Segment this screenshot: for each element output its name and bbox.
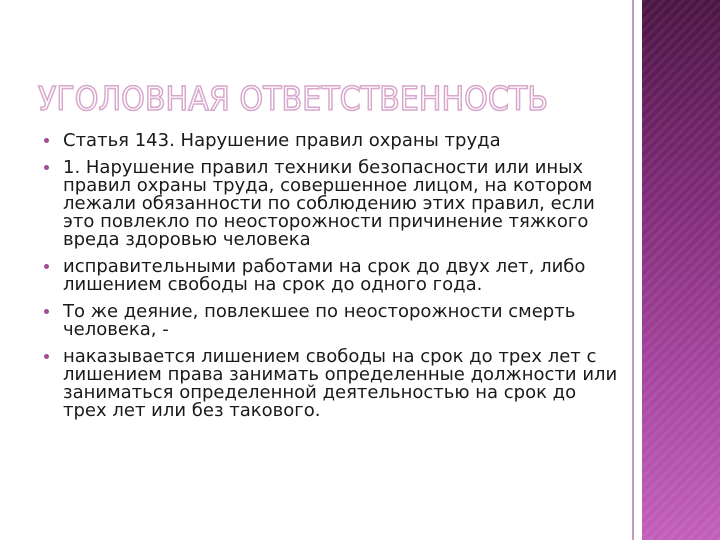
sidebar-divider xyxy=(632,0,634,540)
bullet-text: То же деяние, повлекшее по неосторожности смерть человека, - xyxy=(63,301,576,340)
bullet-item xyxy=(44,303,624,339)
bullet-item xyxy=(44,258,624,294)
bullet-text: наказывается лишением свободы на срок до трех лет с лишением права занимать определенные должности или заниматься определенной деятельностью на срок до трех лет или без такового. xyxy=(63,346,618,421)
bullet-icon xyxy=(44,354,49,359)
bullet-text: Статья 143. Нарушение правил охраны труда xyxy=(63,130,501,151)
bullet-icon xyxy=(44,309,49,314)
bullet-icon xyxy=(44,165,49,170)
bullet-icon xyxy=(44,264,49,269)
bullet-list xyxy=(44,132,624,429)
bullet-icon xyxy=(44,138,49,143)
decorative-sidebar xyxy=(642,0,720,540)
bullet-text: 1. Нарушение правил техники безопасности или иных правил охраны труда, совершенное лицом, на котором лежали обязанности по соблюдению этих правил, если это повлекло по неосторожности причинение тяжкого вреда здоровью человека xyxy=(63,157,595,250)
bullet-item xyxy=(44,348,624,420)
bullet-item xyxy=(44,159,624,249)
slide-title: УГОЛОВНАЯ ОТВЕТСТВЕННОСТЬ xyxy=(38,79,548,116)
slide-title-graphic xyxy=(36,76,556,116)
bullet-text: исправительными работами на срок до двух лет, либо лишением свободы на срок до одного года. xyxy=(63,256,586,295)
bullet-item xyxy=(44,132,624,150)
